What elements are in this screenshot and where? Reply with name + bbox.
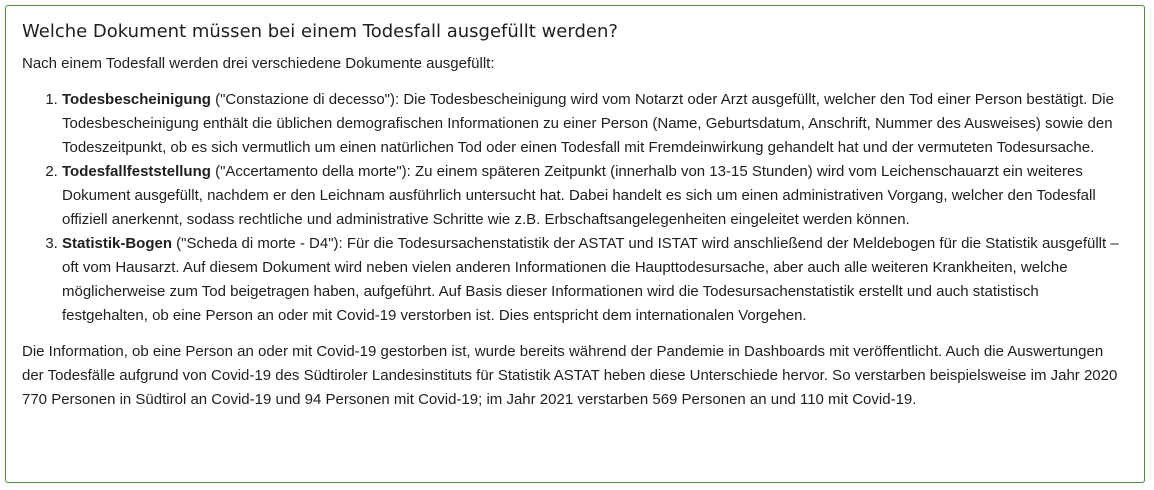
faq-card: [5, 5, 1145, 483]
section-title: Welche Dokument müssen bei einem Todesfall ausgefüllt werden?: [22, 21, 618, 42]
list-item-term: Todesfallfeststellung: [62, 163, 211, 180]
closing-paragraph: Die Information, ob eine Person an oder mit Covid-19 gestorben ist, wurde bereits während der Pandemie in Dashboards mit veröffentlicht. Auch die Auswertungen der Todesfälle aufgrund von Covid-19 des Südtiroler Landesinstituts für Statistik ASTAT heben diese Unterschiede hervor. So verstarben beispielsweise im Jahr 2020 770 Personen in Südtirol an Covid-19 und 94 Personen mit Covid-19; im Jahr 2021 verstarben 569 Personen an und 110 mit Covid-19.: [22, 343, 1118, 408]
list-item-statistik-bogen: [62, 232, 1128, 328]
list-item-todesfallfeststellung: [62, 160, 1128, 232]
list-item-text: ("Constazione di decesso"): Die Todesbescheinigung wird vom Notarzt oder Arzt ausgefüllt, welcher den Tod einer Person bestätigt. Die Todesbescheinigung enthält die üblichen demografischen Informationen zu einer Person (Name, Geburtsdatum, Anschrift, Nummer des Ausweises) sowie den Todeszeitpunkt, ob es sich vermutlich um einen natürlichen Tod oder einen Todesfall mit Fremdeinwirkung gehandelt hat und der vermuteten Todesursache.: [62, 91, 1114, 156]
document-list: [22, 88, 1128, 328]
list-item-term: Statistik-Bogen: [62, 235, 173, 252]
list-item-text: ("Scheda di morte - D4"): Für die Todesursachenstatistik der ASTAT und ISTAT wird anschließend der Meldebogen für die Statistik ausgefüllt – oft vom Hausarzt. Auf diesem Dokument wird neben vielen anderen Informationen die Haupttodesursache, aber auch alle weiteren Krankheiten, welche möglicherweise zum Tod beigetragen haben, aufgeführt. Auf Basis dieser Informationen wird die Todesursachenstatistik erstellt und auch statistisch festgehalten, ob eine Person an oder mit Covid-19 verstorben ist. Dies entspricht dem internationalen Vorgehen.: [62, 235, 1119, 324]
list-item-term: Todesbescheinigung: [62, 91, 211, 108]
list-item-text: ("Accertamento della morte"): Zu einem späteren Zeitpunkt (innerhalb von 13-15 Stunden) wird vom Leichenschauarzt ein weiteres Dokument ausgefüllt, nachdem er den Leichnam ausführlich untersucht hat. Dabei handelt es sich um einen administrativen Vorgang, welcher den Todesfall offiziell anerkennt, sodass rechtliche und administrative Schritte wie z.B. Erbschaftsangelegenheiten eingeleitet werden können.: [62, 163, 1096, 228]
list-item-todesbescheinigung: [62, 88, 1128, 160]
intro-paragraph: Nach einem Todesfall werden drei verschiedene Dokumente ausgefüllt:: [22, 55, 495, 72]
